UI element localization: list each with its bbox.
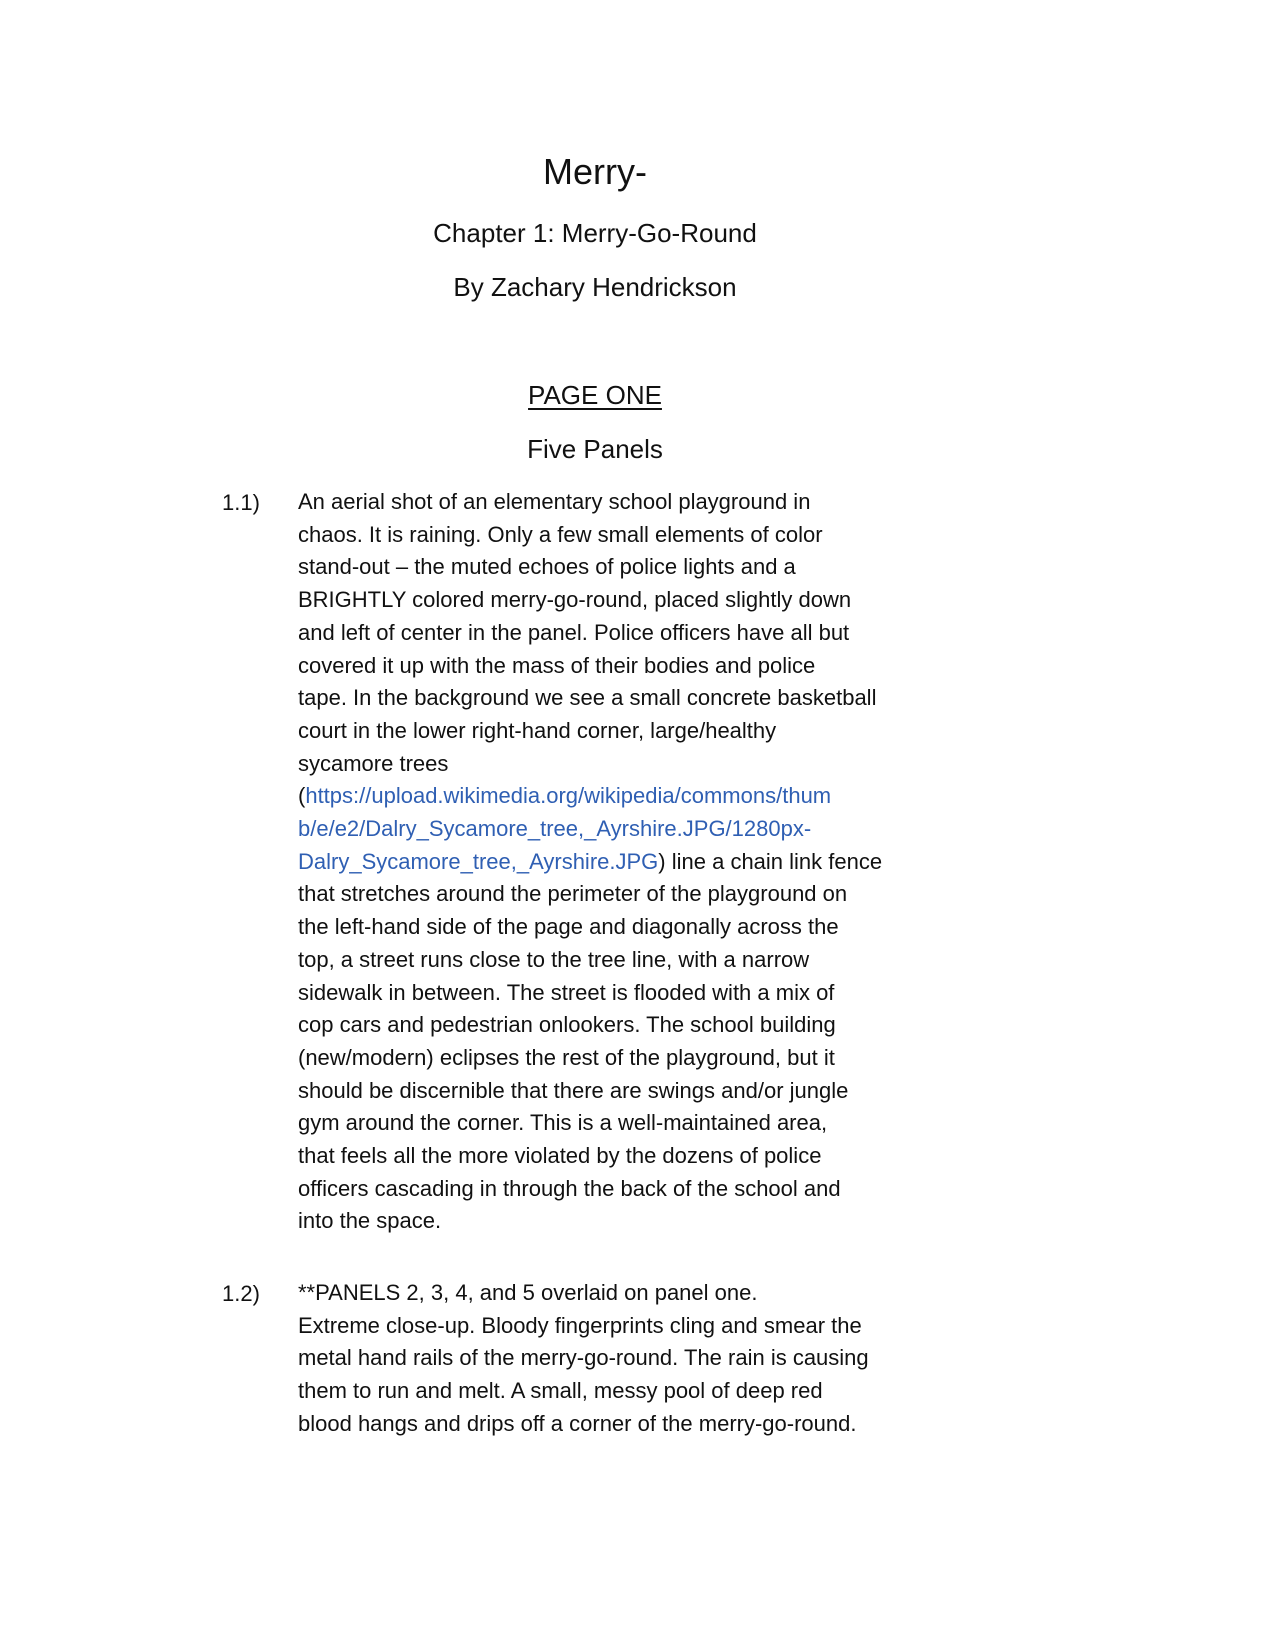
- text-line: Extreme close-up. Bloody fingerprints cling and smear the: [298, 1312, 862, 1338]
- text-line: court in the lower right-hand corner, large/healthy: [298, 717, 777, 743]
- text-line: and left of center in the panel. Police officers have all but: [298, 619, 850, 645]
- text-line: that feels all the more violated by the dozens of police: [298, 1143, 822, 1169]
- text-line: top, a street runs close to the tree line, with a narrow: [298, 946, 810, 972]
- panel-count: Five Panels: [527, 434, 663, 464]
- text-line: **PANELS 2, 3, 4, and 5 overlaid on panel one.: [298, 1280, 758, 1305]
- document-title: Merry-: [543, 151, 647, 192]
- panel-text: [298, 486, 908, 1238]
- text-line: sidewalk in between. The street is flooded with a mix of: [298, 979, 835, 1005]
- author-byline: By Zachary Hendrickson: [453, 272, 737, 302]
- text-line: into the space.: [298, 1208, 442, 1234]
- text-line-with-link: [298, 780, 908, 813]
- text-line: metal hand rails of the merry-go-round. The rain is causing: [298, 1345, 869, 1371]
- text-line: stand-out – the muted echoes of police lights and a: [298, 554, 796, 580]
- text-line: (new/modern) eclipses the rest of the playground, but it: [298, 1044, 835, 1070]
- text-after-link: ) line a chain link fence: [658, 848, 883, 874]
- panel-number: 1.2): [222, 1281, 260, 1306]
- text-line: them to run and melt. A small, messy pool of deep red: [298, 1378, 823, 1404]
- text-line: the left-hand side of the page and diagonally across the: [298, 914, 839, 940]
- text-line: tape. In the background we see a small concrete basketball: [298, 685, 877, 711]
- open-paren: (: [298, 783, 306, 809]
- reference-link-part-3[interactable]: Dalry_Sycamore_tree,_Ayrshire.JPG: [298, 848, 659, 874]
- text-line: gym around the corner. This is a well-maintained area,: [298, 1110, 828, 1136]
- text-line: BRIGHTLY colored merry-go-round, placed slightly down: [298, 587, 852, 613]
- page-heading-text: PAGE ONE: [528, 380, 662, 410]
- reference-link-part-2[interactable]: b/e/e2/Dalry_Sycamore_tree,_Ayrshire.JPG/1280px-: [298, 816, 812, 842]
- text-line: An aerial shot of an elementary school playground in: [298, 489, 811, 514]
- text-line: officers cascading in through the back of the school and: [298, 1175, 841, 1201]
- text-line-with-link: [298, 846, 908, 879]
- text-line: covered it up with the mass of their bodies and police: [298, 652, 816, 678]
- text-line: chaos. It is raining. Only a few small elements of color: [298, 521, 823, 547]
- text-line: that stretches around the perimeter of the playground on: [298, 881, 848, 907]
- page-heading: [0, 378, 1190, 412]
- text-line: should be discernible that there are swings and/or jungle: [298, 1077, 849, 1103]
- text-line: cop cars and pedestrian onlookers. The school building: [298, 1012, 836, 1038]
- panel-text: [298, 1277, 908, 1441]
- text-line: sycamore trees: [298, 750, 449, 776]
- chapter-heading: Chapter 1: Merry-Go-Round: [433, 218, 757, 248]
- reference-link-part-1[interactable]: https://upload.wikimedia.org/wikipedia/commons/thum: [305, 783, 832, 809]
- text-line: blood hangs and drips off a corner of the merry-go-round.: [298, 1410, 857, 1436]
- panel-number: 1.1): [222, 490, 260, 515]
